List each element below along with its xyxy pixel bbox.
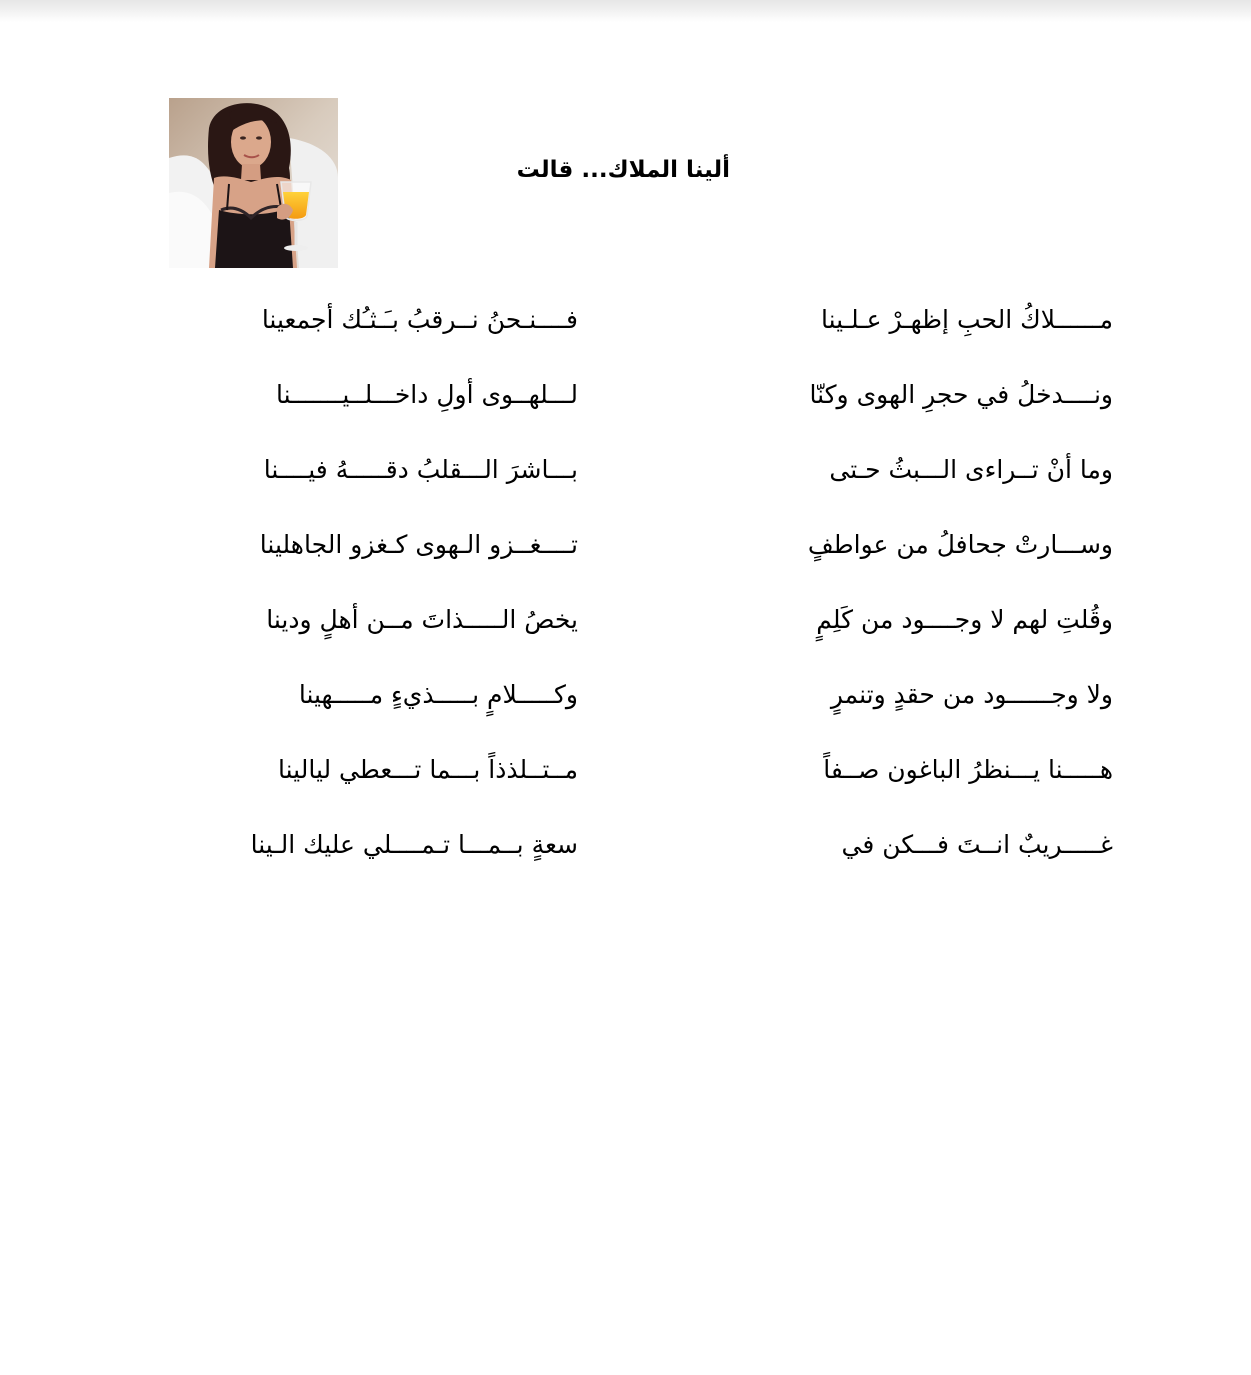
verse-3-first-hemistich: وما أنْ تــراءى الـــبثُ حـتى [829,455,1113,484]
verse-2-first-hemistich: ونــــدخلُ في حجرِ الهوى وكنّا [809,380,1113,409]
verse-7-second-hemistich: مــتــلذذاً بـــما تـــعطي ليالينا [278,755,578,784]
verse-4-first-hemistich: وســـارتْ جحافلُ من عواطفٍ [807,530,1113,559]
verse-5-first-hemistich: وقُلتِ لهم لا وجــــود من كَلِمٍ [816,605,1113,634]
page-top-shadow [0,0,1251,22]
portrait-photo-image [169,98,338,268]
verse-8-second-hemistich: سعةٍ بــمـــا تـمــــلي عليك الـينا [250,830,578,859]
verse-8-first-hemistich: غـــــريبٌ انــتَ فـــكن في [841,830,1113,859]
poem-title: ألينا الملاك... قالت [516,157,730,183]
verse-3-second-hemistich: بـــاشرَ الـــقلبُ دقـــــهُ فيــــنا [263,455,578,484]
verse-6-second-hemistich: وكـــــلامٍ بـــــذيءٍ مـــــهينا [298,680,578,709]
verse-4-second-hemistich: تــــغــزو الـهوى كـغزو الجاهلينا [259,530,578,559]
verse-6-first-hemistich: ولا وجــــــود من حقدٍ وتنمرٍ [830,680,1113,709]
verse-7-first-hemistich: هـــــنا يـــنظرُ الباغون صــفاً [823,755,1113,784]
portrait-photo [169,98,338,268]
verse-1-second-hemistich: فــــنـحنُ نــرقبُ بـَـثـُك أجمعينا [261,305,578,334]
verse-2-second-hemistich: لـــلهــوى أولِ داخـــلــيـــــــنا [275,380,578,409]
verse-5-second-hemistich: يخصُ الـــــذاتَ مــن أهلٍ ودينا [266,605,578,634]
verse-1-first-hemistich: مــــــلاكُ الحبِ إظهـرْ عـلـينا [821,305,1113,334]
